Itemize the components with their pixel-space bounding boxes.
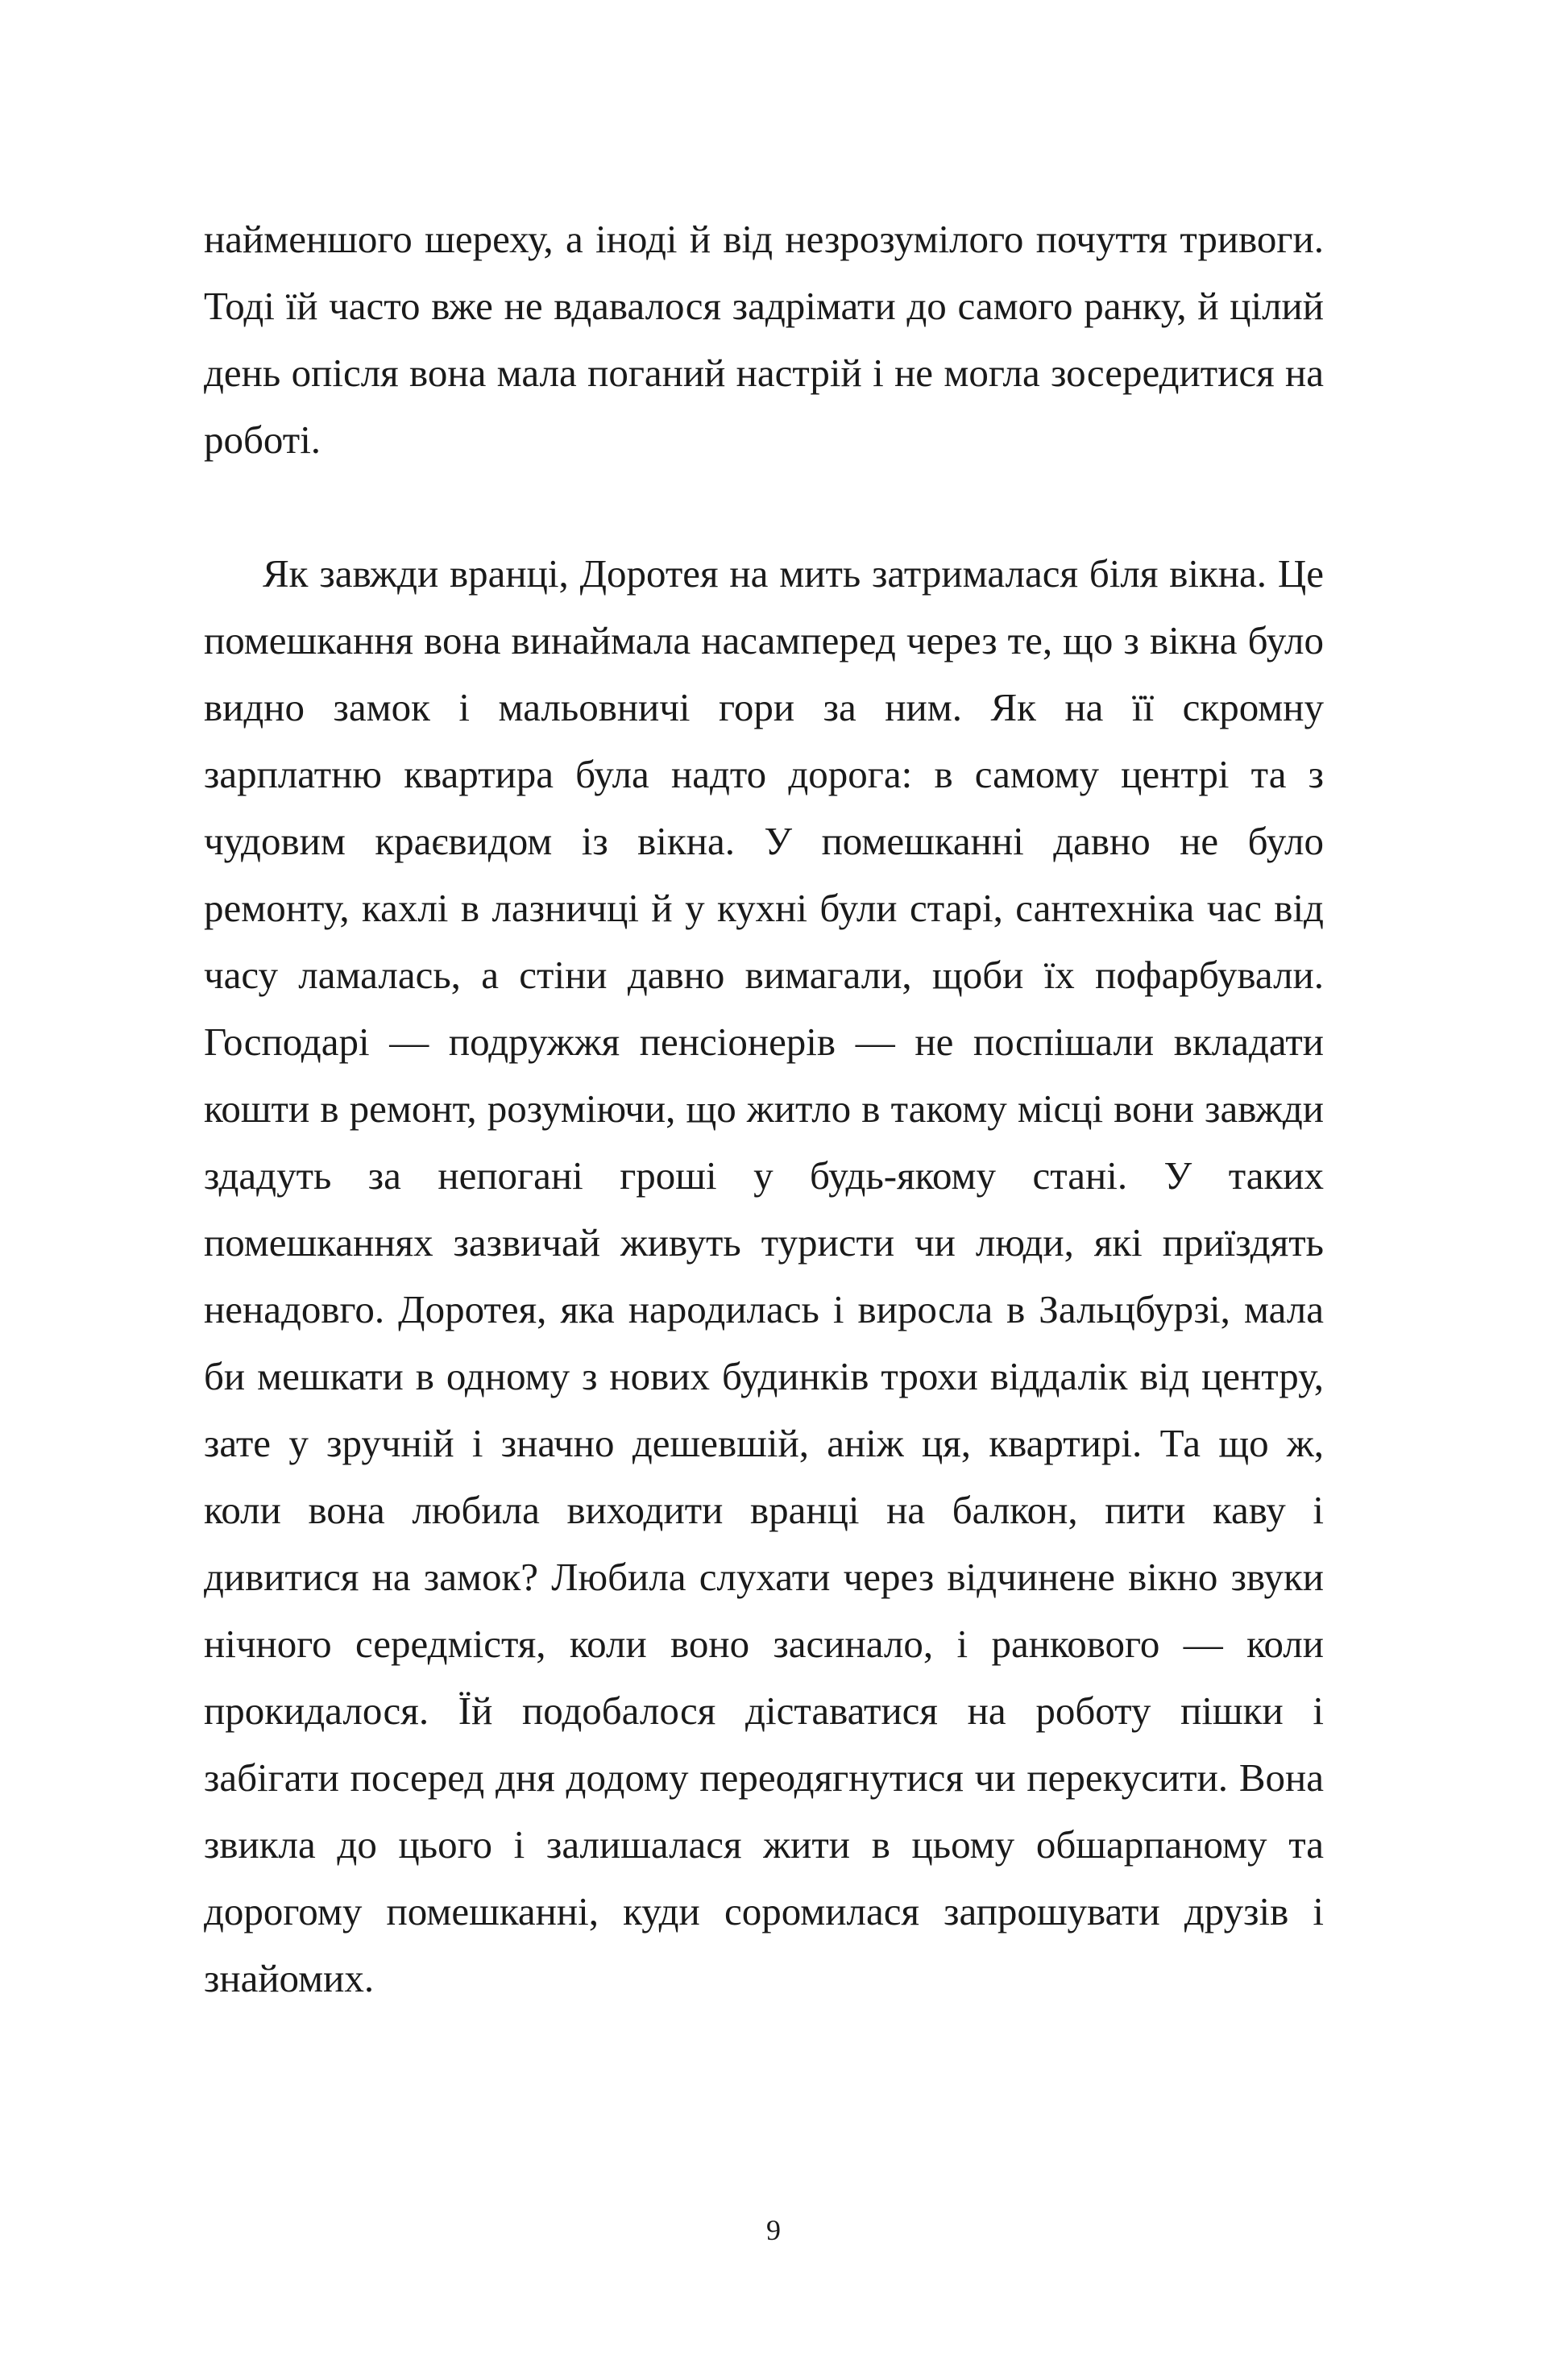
page-text-block <box>204 206 1324 2079</box>
paragraph-apartment: Як завжди вранці, Доротея на мить затрималася біля вікна. Це помешкання вона винаймала насамперед через те, що з вікна було видно замок і мальовничі гори за ним. Як на її скромну зарплатню квартира була надто дорога: в самому центрі та з чудовим краєвидом із вікна. У помешканні давно не було ремонту, кахлі в лазничці й у кухні були старі, сантехніка час від часу ламалась, а стіни давно вимагали, щоби їх пофарбували. Господарі — подружжя пенсіонерів — не поспішали вкладати кошти в ремонт, розуміючи, що житло в такому місці вони завжди здадуть за непогані гроші у будь-якому стані. У таких помешканнях зазвичай живуть туристи чи люди, які приїздять ненадовго. Доротея, яка народилась і виросла в Зальцбурзі, мала би мешкати в одному з нових будинків трохи віддалік від центру, зате у зручній і значно дешевшій, аніж ця, квартирі. Та що ж, коли вона любила виходити вранці на балкон, пити каву і дивитися на замок? Любила слухати через відчинене вікно звуки нічного середмістя, коли воно засинало, і ранкового — коли прокидалося. Їй подобалося діставатися на роботу пішки і забігати посеред дня додому переодягнутися чи перекусити. Вона звикла до цього і залишалася жити в цьому обшарпаному та дорогому помешканні, куди соромилася запрошувати друзів і знайомих. <box>204 551 1324 2000</box>
paragraph-continuation: найменшого шереху, а іноді й від незрозумілого почуття тривоги. Тоді їй часто вже не вдавалося задрімати до самого ранку, й цілий день опісля вона мала поганий настрій і не могла зосередитися на роботі. <box>204 217 1324 462</box>
page-number: 9 <box>766 2214 781 2246</box>
